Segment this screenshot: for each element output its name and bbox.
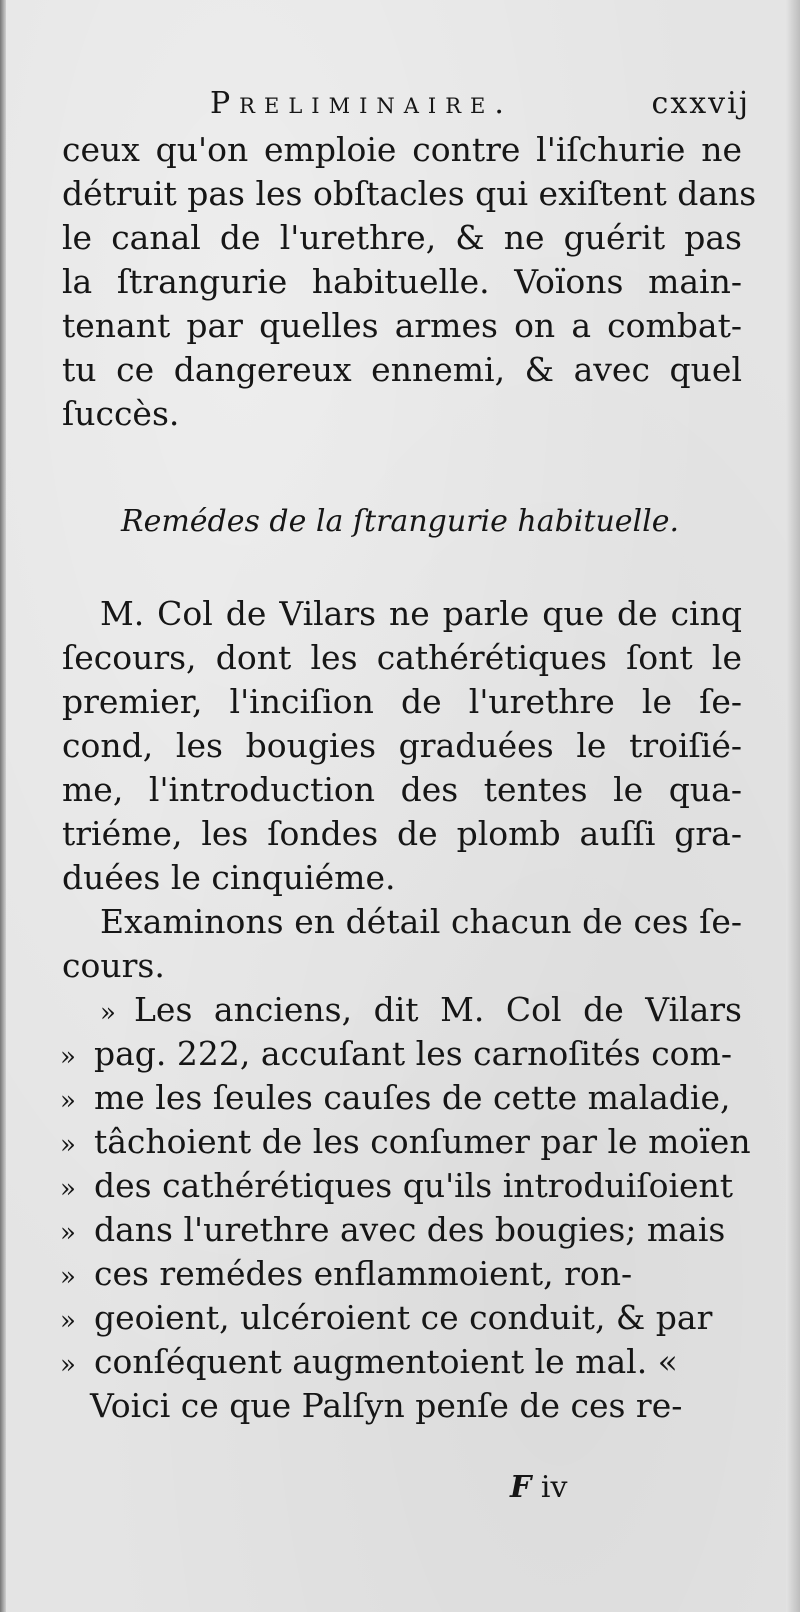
- quote-text: des cathérétiques qu'ils introduiſoient: [94, 1166, 734, 1205]
- quote-text: me les ſeules cauſes de cette maladie,: [94, 1078, 731, 1117]
- quote-marker: »: [60, 1218, 76, 1248]
- text-line: cours.: [62, 946, 165, 985]
- signature-mark: [510, 1468, 567, 1508]
- quote-text: conſéquent augmentoient le mal. «: [94, 1342, 678, 1381]
- quote-marker: »: [60, 1042, 76, 1072]
- quote-text: tâchoient de les conſumer par le moïen: [94, 1122, 751, 1161]
- text-line: ſecours, dont les cathérétiques ſont le: [62, 638, 742, 677]
- signature-number: iv: [540, 1470, 568, 1505]
- quote-marker: »: [60, 1350, 76, 1380]
- quote-line: [60, 1076, 742, 1123]
- page-right-edge-shadow: [786, 0, 800, 1612]
- quote-marker: »: [60, 1306, 76, 1336]
- quote-line: [60, 1340, 742, 1387]
- text-line: Voici ce que Palſyn penſe de ces re-: [90, 1386, 683, 1425]
- quote-text: Les anciens, dit M. Col de Vilars: [134, 990, 742, 1029]
- quote-text: pag. 222, accuſant les carnoſités com-: [94, 1034, 732, 1073]
- text-line: tenant par quelles armes on a combat-: [62, 306, 742, 345]
- text-line: le canal de l'urethre, & ne guérit pas: [62, 218, 742, 257]
- quote-line: [60, 1164, 742, 1211]
- running-head: Preliminaire.: [210, 86, 513, 121]
- text-line: premier, l'inciſion de l'urethre le ſe-: [62, 682, 742, 721]
- text-line: la ſtrangurie habituelle. Voïons main-: [62, 262, 742, 301]
- quote-text: ces remédes enflammoient, ron-: [94, 1254, 633, 1293]
- quote-marker: »: [100, 998, 116, 1028]
- page-number: cxxvij: [651, 86, 750, 121]
- text-line: ſuccès.: [62, 394, 180, 433]
- quote-line: [60, 1296, 742, 1343]
- text-line: duées le cinquiéme.: [62, 858, 396, 897]
- quote-text: dans l'urethre avec des bougies; mais: [94, 1210, 726, 1249]
- quote-marker: »: [60, 1130, 76, 1160]
- quote-text: geoient, ulcéroient ce conduit, & par: [94, 1298, 713, 1337]
- text-line: cond, les bougies graduées le troiſié-: [62, 726, 742, 765]
- quote-marker: »: [60, 1262, 76, 1292]
- quote-line: [60, 1208, 742, 1255]
- text-line: ceux qu'on emploie contre l'iſchurie ne: [62, 130, 742, 169]
- quote-marker: »: [60, 1174, 76, 1204]
- text-line: M. Col de Vilars ne parle que de cinq: [100, 594, 742, 633]
- quote-line: [60, 1120, 751, 1167]
- page-left-edge-shadow: [0, 0, 6, 1612]
- text-line: triéme, les ſondes de plomb auſſi gra-: [62, 814, 742, 853]
- text-line: Examinons en détail chacun de ces ſe-: [100, 902, 742, 941]
- quote-line: [60, 1252, 742, 1299]
- page-header: [210, 86, 750, 126]
- text-line: tu ce dangereux ennemi, & avec quel: [62, 350, 742, 389]
- quote-line: [60, 988, 742, 1035]
- quote-marker: »: [60, 1086, 76, 1116]
- text-line: me, l'introduction des tentes le qua-: [62, 770, 742, 809]
- text-line: détruit pas les obſtacles qui exiſtent dans: [62, 174, 757, 213]
- quote-line: [60, 1032, 742, 1079]
- section-heading: Remédes de la ſtrangurie habituelle.: [120, 504, 680, 539]
- signature-letter: F: [510, 1470, 532, 1505]
